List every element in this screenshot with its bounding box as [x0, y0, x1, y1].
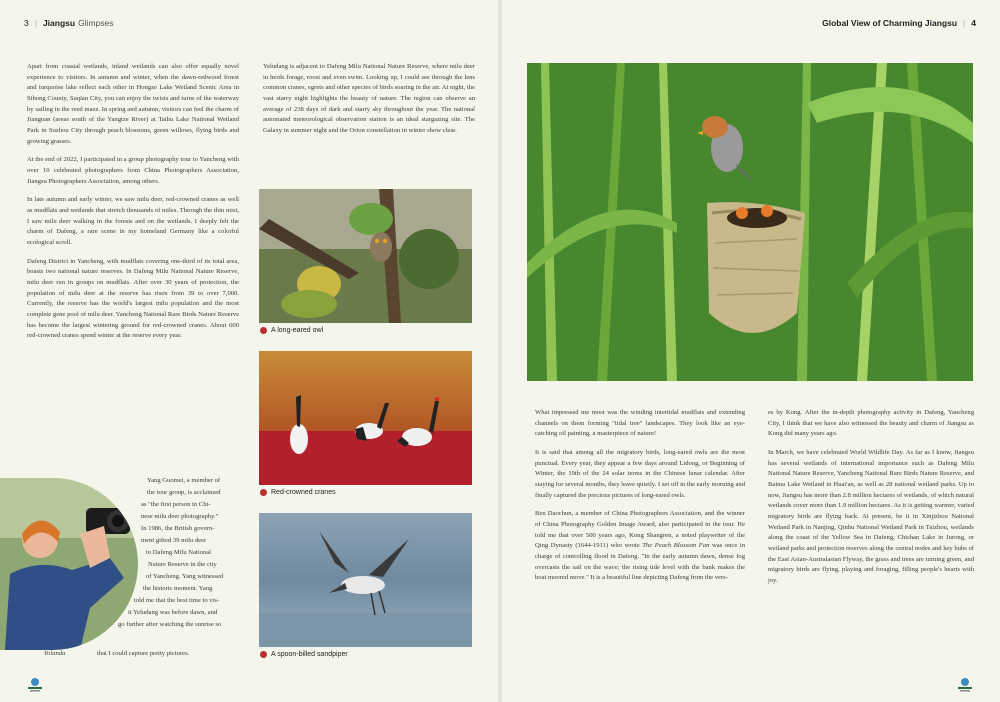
left-column-1	[27, 62, 239, 350]
reed-warbler-nest-photo	[527, 63, 973, 381]
nest-illustration	[527, 63, 973, 381]
wrap-line: go further after watching the sunrise so	[118, 621, 222, 628]
magazine-logo-icon	[26, 676, 44, 692]
magazine-logo-icon	[956, 676, 974, 692]
caption-bullet-icon	[260, 327, 267, 334]
right-page-number: 4	[971, 18, 976, 28]
paragraph: In March, we have celebrated World Wildlife Day. As far as I know, Jiangsu has several wetlands of international importance such as Dafeng Milu National Nature Reserve, Yancheng National Rare Birds Nature Reserve, and Baima Lake Wetland in Huai'an, as well as 28 national wetland parks. Up to now, Jiangsu has more than 2.8 million hectares of wetlands, of which natural wetlands cover more than 1.9 million hectares. As it is getting warmer, varied migratory birds are flying back. At present, be it in Xinjizhou National Wetland Park in Nanjing, Qinhu National Wetland Park in Taizhou, wetlands along the coast of the Yellow Sea in Dafeng, Chishan Lake in Jurong, or wetland parks and protection reserves along the central nodes and key hubs of the East Asian-Australasian Flyway, the grass and trees are turning green, and migratory birds are flying, playing and foraging, filling people's hearts with joy.	[768, 449, 974, 585]
header-divider: |	[34, 18, 37, 28]
cranes-photo	[259, 351, 472, 485]
wrap-line: as "the first person in Chi-	[141, 501, 211, 508]
paragraph: Yeludang is adjacent to Dafeng Milu National Nature Reserve, where milu deer in herds forage, roost and even swim. Looking up, I could see through the lens common cranes, egrets and other species of birds soaring in the air. At night, the vast starry night highlights the beauty of nature. The region can observe an average of 238 days of dark and starry sky throughout the year. The national automated meteorological observation station is an ideal stargazing site. The Galaxy in summer night and the Orion constellation in winter show clear.	[263, 63, 475, 135]
wrap-line: the historic moment. Yang	[143, 585, 213, 592]
portrait-caption: Yolanda	[44, 650, 66, 657]
right-column-1	[535, 408, 745, 592]
wrap-line: Yang Guomei, a member of	[147, 477, 221, 484]
wrap-line: Nature Reserve in the city	[148, 561, 217, 568]
caption-text: A long-eared owl	[271, 327, 324, 334]
wrap-line: In 1986, the British govern-	[141, 525, 215, 532]
wrap-line: told me that the best time to vis-	[134, 597, 220, 604]
sandpiper-photo	[259, 513, 472, 647]
cranes-caption	[260, 489, 336, 496]
wrap-line: it Yeludang was before dawn, and	[128, 609, 218, 616]
paragraph: Dafeng District in Yancheng, with mudflats covering one-third of its total area, boasts two national nature reserves. In Dafeng Milu National Nature Reserve, milu deer run in groups on mudflats. After over 30 years of protection, the population of milu deer at the reserve has risen from 39 to over 7,000. Currently, the reserve has the world's largest milu population and the most complete gene pool of milu deer. Yancheng National Rare Birds Nature Reserve has become the largest wintering ground for red-crowned cranes. About 600 red-crowned cranes spend winter at the reserve every year.	[27, 257, 239, 340]
paragraph: What impressed me most was the winding intertidal mudflats and extending channels on them forming "tidal tree" landscapes. They look like an eye-catching oil painting, a masterpiece of nature!	[535, 409, 745, 438]
wrap-line: of Yancheng. Yang witnessed	[146, 573, 224, 580]
wrap-line: to Dafeng Milu National	[146, 549, 212, 556]
paragraph-part: was once in charge of controlling flood in Dafeng. "In the early autumn dawn, dense fog overcasts the sail on the wave; the rising tide level with the bank makes the boat moored move." It is a beautiful line depicting Dafeng from the vers-	[535, 542, 746, 582]
right-header	[822, 18, 976, 28]
left-header-title: Jiangsu	[42, 18, 76, 28]
paragraph: In late autumn and early winter, we saw milu deer, red-crowned cranes as well as mudflats and wetlands that stretch thousands of miles. Through the thin mist, I saw milu deer walking in the forests and on the wetlands. I deeply felt the charm of Dafeng, a rare scene in my homeland Germany like a colorful ecological scroll.	[27, 196, 239, 247]
right-column-2	[768, 408, 974, 595]
wrap-line: ment gifted 39 milu deer	[141, 537, 207, 544]
left-column-2	[263, 62, 475, 145]
owl-caption	[260, 327, 323, 334]
left-header-subtitle: Glimpses	[78, 18, 114, 28]
owl-photo	[259, 189, 472, 323]
caption-text: Red-crowned cranes	[271, 489, 336, 496]
caption-bullet-icon	[260, 651, 267, 658]
paragraph: It is said that among all the migratory birds, long-eared owls are the most punctual. Every year, they appear a few days around Lidong, or Beginning of Winter, the 19th of the 24 solar terms in the Chinese lunar calendar. After staying for several months, they leave quietly. I set off in the early morning and finally captured the precious pictures of long-eared owls.	[535, 449, 745, 499]
cranes-illustration	[259, 351, 472, 485]
paragraph: At the end of 2022, I participated in a group photography tour to Yancheng with over 10 celebrated photographers from China Photographers Association, Jiangsu Photographers Association, among others.	[27, 156, 239, 185]
caption-text: A spoon-billed sandpiper	[271, 651, 348, 658]
paragraph	[535, 509, 745, 584]
book-title: The Peach Blossom Fan	[642, 542, 710, 550]
paragraph-part: Ben Daochun, a member of China Photographers Association, and the winner of China Photography Golden Image Award, also participated in the tour. He told me that over 500 years ago, Kong Shangren, a noted playwriter of the Qing Dynasty (1644-1911) who wrote	[535, 510, 745, 550]
paragraph: Apart from coastal wetlands, inland wetlands can also offer equally novel experience to visitors. In autumn and winter, when the dawn-redwood forest and turquoise lake reflect each other in Hongze Lake Wetland Scenic Area in Sihong County, Suqian City, you can enjoy the twists and turns of the waterway by sailing in the reed maze. In spring and autumn, visitors can feel the charm of Jiangnan (areas south of the Yangtze River) at Taihu Lake National Wetland Park in Suzhou City through peach blossoms, green willows, flying birds and growing grasses.	[27, 63, 239, 145]
left-page-number: 3	[24, 18, 29, 28]
caption-bullet-icon	[260, 489, 267, 496]
right-header-title: Global View of Charming Jiangsu	[822, 18, 958, 28]
wrap-line: that I could capture pretty pictures.	[97, 650, 190, 657]
header-divider: |	[963, 18, 966, 28]
owl-illustration	[259, 189, 472, 323]
wrap-line: nese milu deer photography."	[141, 513, 219, 520]
wrap-line: the tour group, is acclaimed	[147, 489, 221, 496]
sandpiper-caption	[260, 651, 348, 658]
sandpiper-illustration	[259, 513, 472, 647]
paragraph: es by Kong. After the in-depth photography activity in Dafeng, Yancheng City, I think that we have also witnessed the beauty and charm of Jiangsu as Kong did many years ago.	[768, 409, 974, 438]
left-header	[24, 18, 114, 28]
